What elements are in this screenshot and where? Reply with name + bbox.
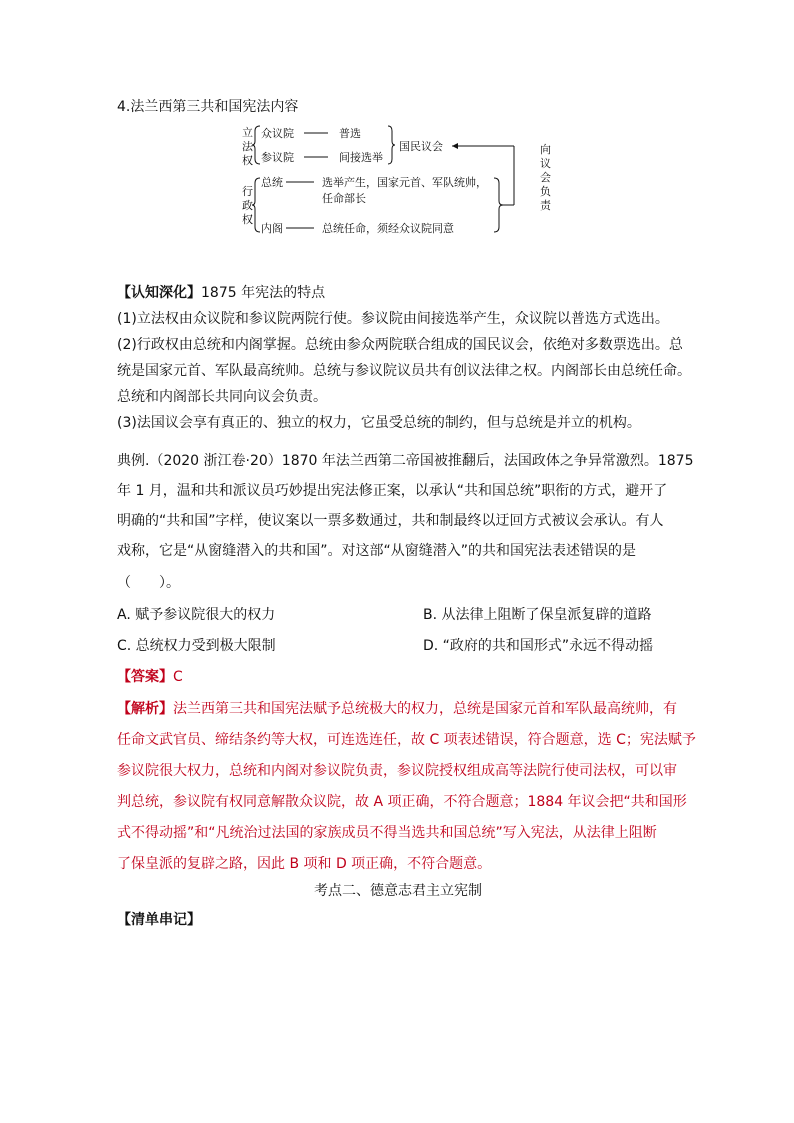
deepening-p3: (3)法国议会享有真正的、独立的权力，它虽受总统的制约，但与总统是并立的机构。: [117, 415, 641, 431]
executive-right-brace: [494, 178, 503, 232]
analysis-l6: 了保皇派的复辟之路，因此 B 项和 D 项正确，不符合题意。: [117, 856, 492, 872]
deepening-p2-l1: (2)行政权由总统和内阁掌握。总统由参众两院联合组成的国民议会，依绝对多数票选出。总: [117, 337, 683, 353]
responsible-label-5: 责: [540, 199, 551, 212]
analysis-l1-text: 法兰西第三共和国宪法赋予总统极大的权力，总统是国家元首和军队最高统帅，有: [173, 701, 677, 717]
senate-label: 参议院: [261, 151, 294, 164]
legislative-label-3: 权: [242, 154, 253, 167]
responsible-label-2: 议: [540, 157, 551, 170]
president-desc-1: 选举产生，国家元首、军队统帅，: [322, 176, 487, 189]
option-a: A. 赋予参议院很大的权力: [117, 607, 276, 623]
analysis-l5: 式不得动摇”和“凡统治过法国的家族成员不得当选共和国总统”写入宪法，从法律上阻断: [117, 825, 657, 841]
option-c: C. 总统权力受到极大限制: [117, 638, 276, 654]
deepening-p1: (1)立法权由众议院和参议院两院行使。参议院由间接选举产生，众议院以普选方式选出。: [117, 311, 669, 327]
option-b: B. 从法律上阻断了保皇派复辟的道路: [423, 607, 652, 623]
answer-value: C: [173, 669, 183, 685]
constitution-structure-diagram: [238, 123, 558, 241]
responsible-label-3: 会: [540, 171, 551, 184]
deepening-title: 1875 年宪法的特点: [201, 285, 326, 301]
executive-label-2: 政: [242, 199, 253, 212]
executive-label-1: 行: [242, 185, 253, 198]
deepening-heading: [117, 283, 325, 303]
national-assembly-label: 国民议会: [399, 140, 443, 153]
president-desc-2: 任命部长: [322, 192, 366, 205]
deepening-tag: 【认知深化】: [117, 285, 201, 301]
list-heading: 【清单串记】: [117, 912, 201, 928]
analysis-tag: 【解析】: [117, 701, 173, 717]
senate-method: 间接选举: [339, 151, 383, 164]
example-l5: （ ）。: [117, 575, 180, 591]
cabinet-desc: 总统任命，须经众议院同意: [322, 222, 454, 235]
chamber-deputies-label: 众议院: [261, 127, 294, 140]
responsible-label-4: 负: [540, 185, 551, 198]
option-d: D. “政府的共和国形式”永远不得动摇: [423, 638, 654, 654]
assembly-brace: [388, 126, 395, 164]
example-l3: 明确的“共和国”字样，使议案以一票多数通过，共和制最终以迂回方式被议会承认。有人: [117, 513, 664, 529]
chamber-deputies-method: 普选: [339, 127, 361, 140]
analysis-l1: [117, 699, 677, 719]
arrow-head-icon: [452, 143, 458, 149]
legislative-label-2: 法: [242, 140, 253, 153]
answer-line: [117, 667, 183, 687]
example-l4: 戏称，它是“从窗缝潜入的共和国”。对这部“从窗缝潜入”的共和国宪法表述错误的是: [117, 543, 637, 559]
section2-heading: 考点二、德意志君主立宪制: [314, 883, 482, 899]
analysis-l3: 参议院很大权力，总统和内阁对参议院负责，参议院授权组成高等法院行使司法权，可以审: [117, 763, 677, 779]
deepening-p2-l3: 总统和内阁部长共同向议会负责。: [117, 389, 327, 405]
answer-tag: 【答案】: [117, 669, 173, 685]
president-label: 总统: [261, 176, 283, 189]
deepening-p2-l2: 统是国家元首、军队最高统帅。总统与参议院议员共有创议法律之权。内阁部长由总统任命。: [117, 363, 691, 379]
example-l2: 年 1 月，温和共和派议员巧妙提出宪法修正案，以承认“共和国总统”职衔的方式，避开了: [117, 483, 668, 499]
executive-brace: [252, 178, 260, 232]
legislative-label-1: 立: [242, 126, 253, 139]
example-l1: 典例.（2020 浙江卷·20）1870 年法兰西第二帝国被推翻后，法国政体之争异常激烈。1875: [117, 453, 694, 469]
legislative-brace: [252, 126, 260, 164]
responsible-label-1: 向: [540, 143, 551, 156]
cabinet-label: 内阁: [261, 222, 283, 235]
section-heading: 4.法兰西第三共和国宪法内容: [117, 99, 299, 115]
analysis-l2: 任命文武官员、缔结条约等大权，可连选连任，故 C 项表述错误，符合题意，选 C；宪法赋予: [117, 732, 696, 748]
analysis-l4: 判总统，参议院有权同意解散众议院，故 A 项正确，不符合题意；1884 年议会把“共和国形: [117, 794, 687, 810]
executive-label-3: 权: [242, 213, 253, 226]
